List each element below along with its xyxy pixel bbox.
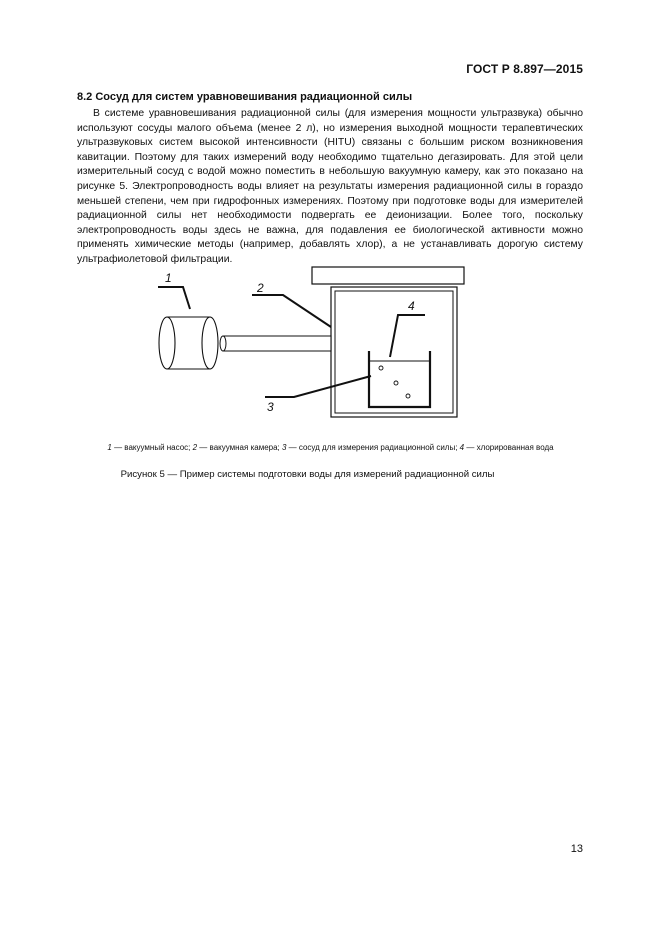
legend-text-1: вакуумный насос; (124, 443, 193, 452)
legend-text-2: вакуумная камера; (209, 443, 282, 452)
page-number: 13 (570, 843, 583, 855)
figure-caption: Рисунок 5 — Пример системы подготовки воды для измерений радиационной силы (120, 469, 495, 480)
section-paragraph: В системе уравновешивания радиационной силы (для измерения мощности ультразвука) обычно используют сосуды малого объема (менее 2 л), но измерения выходной мощности терапевтических ультразвуковых систем высокой интенсивности (HITU) связаны с большим риском возникновения кавитации. Поэтому для таких измерений воду необходимо тщательно дегазировать. Для этой цели измерительный сосуд с водой можно поместить в небольшую вакуумную камеру, как это показано на рисунке 5. Электропроводность воды влияет на результаты измерения радиационной силы в гораздо меньшей степени, чем при гидрофонных измерениях. Поэтому при подготовке воды для измерителей радиационной силы нет необходимости подвергать ее деионизации. Более того, поскольку электропроводность воды здесь не важна, для подавления ее биологической активности можно применять химические методы (например, добавлять хлор), а не устанавливать дорогую систему ультрафиолетовой фильтрации. (77, 108, 583, 265)
vacuum-chamber-inner (335, 291, 453, 413)
legend-sep-3: — (286, 443, 299, 452)
callout-1: 1 (165, 271, 172, 285)
pipe-end (220, 336, 226, 351)
legend-text-3: сосуд для измерения радиационной силы; (298, 443, 460, 452)
leader-1 (158, 287, 190, 309)
leader-2 (252, 295, 331, 327)
chamber-lid (312, 267, 464, 284)
section-heading: 8.2 Сосуд для систем уравновешивания радиационной силы (77, 91, 413, 103)
callout-4: 4 (408, 299, 415, 313)
callout-2: 2 (257, 281, 264, 295)
legend-sep-2: — (197, 443, 210, 452)
legend-num-4: 4 (459, 443, 465, 452)
vacuum-system-diagram (150, 265, 480, 425)
pump-body-end-right (202, 317, 218, 369)
pump-body-end-left (159, 317, 175, 369)
document-code: ГОСТ Р 8.897—2015 (466, 62, 583, 76)
legend-sep-1: — (111, 443, 125, 452)
legend-num-2: 2 (192, 443, 198, 452)
legend-num-1: 1 (107, 443, 112, 452)
legend-sep-4: — (464, 443, 477, 452)
callout-3: 3 (267, 400, 274, 414)
legend-text-4: хлорированная вода (476, 443, 554, 452)
figure-legend (0, 443, 661, 452)
vacuum-pipe (223, 336, 331, 351)
figure-diagram (150, 265, 480, 425)
legend-num-3: 3 (281, 443, 287, 452)
